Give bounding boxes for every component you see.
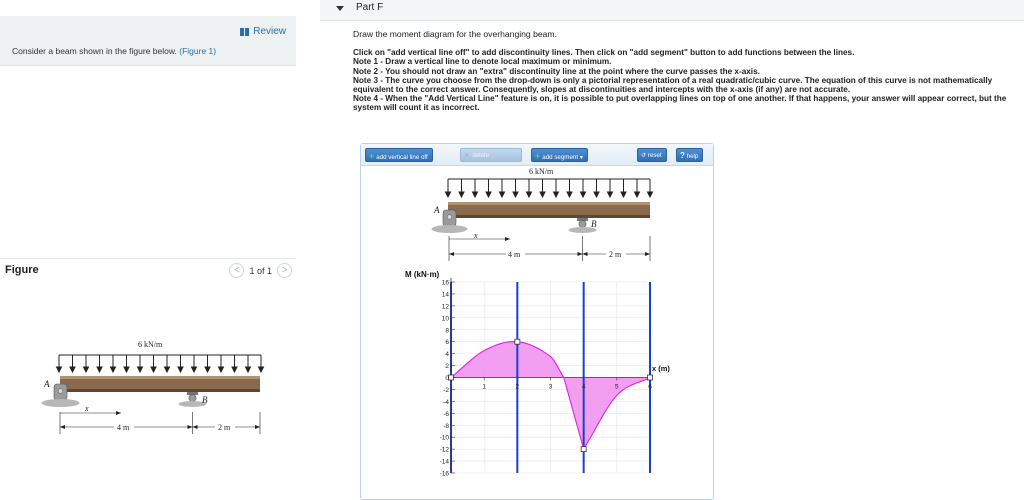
y-tick-label: 8 bbox=[445, 327, 449, 335]
tool-dim-right: 2 m bbox=[609, 250, 622, 259]
problem-prompt bbox=[12, 46, 216, 56]
figure-title: Figure bbox=[5, 264, 39, 276]
beam-figure bbox=[30, 330, 270, 440]
instruction-line: Click on "add vertical line off" to add discontinuity lines. Then click on "add segment" button to add functions between the lines. bbox=[353, 48, 855, 58]
add-vertical-line-button[interactable] bbox=[365, 148, 433, 162]
instruction-line: Note 2 - You should not draw an "extra" discontinuity line at the point where the curve passes the x-axis. bbox=[353, 66, 760, 76]
y-tick-label: 0 bbox=[445, 375, 449, 382]
dropdown-caret-icon: ▾ bbox=[579, 154, 583, 161]
plus-icon: + bbox=[369, 151, 375, 161]
x-label: x bbox=[85, 404, 89, 413]
review-link[interactable] bbox=[240, 26, 286, 37]
instruction-line: Note 4 - When the "Add Vertical Line" feature is on, it is possible to put overlapping lines on top of one another. If that happens, your answer will appear correct, but the system will count it as incorrect. bbox=[353, 94, 1007, 113]
add-segment-button[interactable] bbox=[531, 148, 588, 162]
instructions bbox=[353, 30, 1018, 113]
review-icon bbox=[240, 28, 249, 36]
y-tick-label: 12 bbox=[441, 303, 449, 311]
delete-x-icon: ✕ bbox=[464, 152, 470, 159]
y-tick-label: 10 bbox=[441, 315, 449, 323]
distributed-load-arrows bbox=[57, 355, 264, 372]
drawing-tool bbox=[360, 143, 714, 500]
y-tick-label: -8 bbox=[443, 422, 449, 430]
prev-figure-button[interactable]: < bbox=[229, 263, 244, 278]
x-tick-label: 3 bbox=[548, 383, 553, 391]
support-b-label: B bbox=[202, 395, 208, 405]
y-tick-label: -16 bbox=[439, 470, 449, 478]
figure-pager bbox=[229, 263, 292, 278]
drawing-toolbar bbox=[361, 144, 713, 166]
support-a-label: A bbox=[44, 379, 50, 389]
y-tick-label: 16 bbox=[441, 279, 449, 287]
plus-icon: + bbox=[535, 151, 541, 161]
curve-point-handle[interactable] bbox=[515, 339, 520, 344]
y-axis-label: M (kN·m) bbox=[405, 270, 440, 279]
x-tick-label: 4 bbox=[581, 383, 586, 391]
delete-button[interactable] bbox=[460, 148, 522, 162]
y-tick-label: 2 bbox=[445, 363, 449, 371]
dim-right-label: 2 m bbox=[218, 423, 231, 432]
instruction-line: Note 3 - The curve you choose from the drop-down is only a pictorial representation of a real quadratic/cubic curve. The equation of this curve is not mathematically equivalent to the correct answer. Consequently, slopes at discontinuities and intercepts with the x-axis (if any) are not accurate. bbox=[353, 75, 993, 95]
y-tick-label: -6 bbox=[443, 410, 449, 418]
y-tick-label: 14 bbox=[441, 291, 449, 299]
help-label: help bbox=[686, 153, 699, 160]
tool-support-a-label: A bbox=[434, 205, 440, 215]
instruction-line: Note 1 - Draw a vertical line to denote local maximum or minimum. bbox=[353, 57, 612, 67]
curve-point-handle[interactable] bbox=[581, 447, 586, 452]
figure-link[interactable]: (Figure 1) bbox=[179, 46, 217, 56]
collapse-caret-icon[interactable] bbox=[336, 6, 344, 11]
add-segment-label: add segment bbox=[542, 154, 579, 161]
y-tick-label: -10 bbox=[439, 434, 449, 442]
load-label: 6 kN/m bbox=[138, 340, 163, 349]
add-vertical-label: add vertical line off bbox=[376, 154, 428, 161]
y-tick-label: 4 bbox=[445, 351, 449, 359]
reset-icon: ↺ bbox=[641, 152, 647, 159]
prompt-text: Consider a beam shown in the figure below. bbox=[12, 46, 180, 56]
x-tick-label: 6 bbox=[648, 383, 652, 391]
tool-x-label: x bbox=[474, 231, 478, 240]
y-tick-label: -2 bbox=[443, 386, 449, 394]
x-tick-label: 2 bbox=[515, 383, 520, 391]
figure-header bbox=[0, 258, 296, 282]
moment-diagram[interactable] bbox=[405, 270, 670, 478]
next-figure-button[interactable]: > bbox=[277, 263, 292, 278]
delete-label: delete bbox=[472, 152, 490, 159]
pager-text: 1 of 1 bbox=[249, 265, 272, 276]
tool-dim-left: 4 m bbox=[508, 250, 521, 259]
help-icon: ? bbox=[680, 151, 685, 160]
problem-header bbox=[0, 16, 296, 66]
part-header bbox=[320, 0, 1024, 21]
x-tick-label: 5 bbox=[615, 383, 619, 391]
x-tick-label: 1 bbox=[482, 383, 486, 391]
reset-button[interactable] bbox=[637, 148, 667, 162]
y-tick-label: -4 bbox=[443, 398, 449, 406]
y-tick-label: -12 bbox=[439, 446, 449, 454]
curve-point-handle[interactable] bbox=[648, 375, 653, 380]
part-title: Part F bbox=[356, 2, 384, 13]
tool-canvas[interactable] bbox=[361, 166, 713, 499]
moment-area bbox=[451, 342, 564, 378]
dim-left-label: 4 m bbox=[117, 423, 130, 432]
tool-support-b-label: B bbox=[591, 219, 597, 229]
question-lead: Draw the moment diagram for the overhanging beam. bbox=[353, 29, 557, 39]
y-tick-label: 6 bbox=[445, 339, 449, 347]
review-label[interactable]: Review bbox=[253, 26, 286, 37]
tool-load-arrows bbox=[446, 179, 653, 197]
tool-load-label: 6 kN/m bbox=[529, 167, 554, 176]
help-button[interactable] bbox=[676, 148, 703, 162]
y-tick-label: -14 bbox=[439, 458, 449, 466]
reset-label: reset bbox=[647, 152, 662, 159]
curve-point-handle[interactable] bbox=[449, 375, 454, 380]
x-axis-label: x (m) bbox=[652, 364, 670, 373]
